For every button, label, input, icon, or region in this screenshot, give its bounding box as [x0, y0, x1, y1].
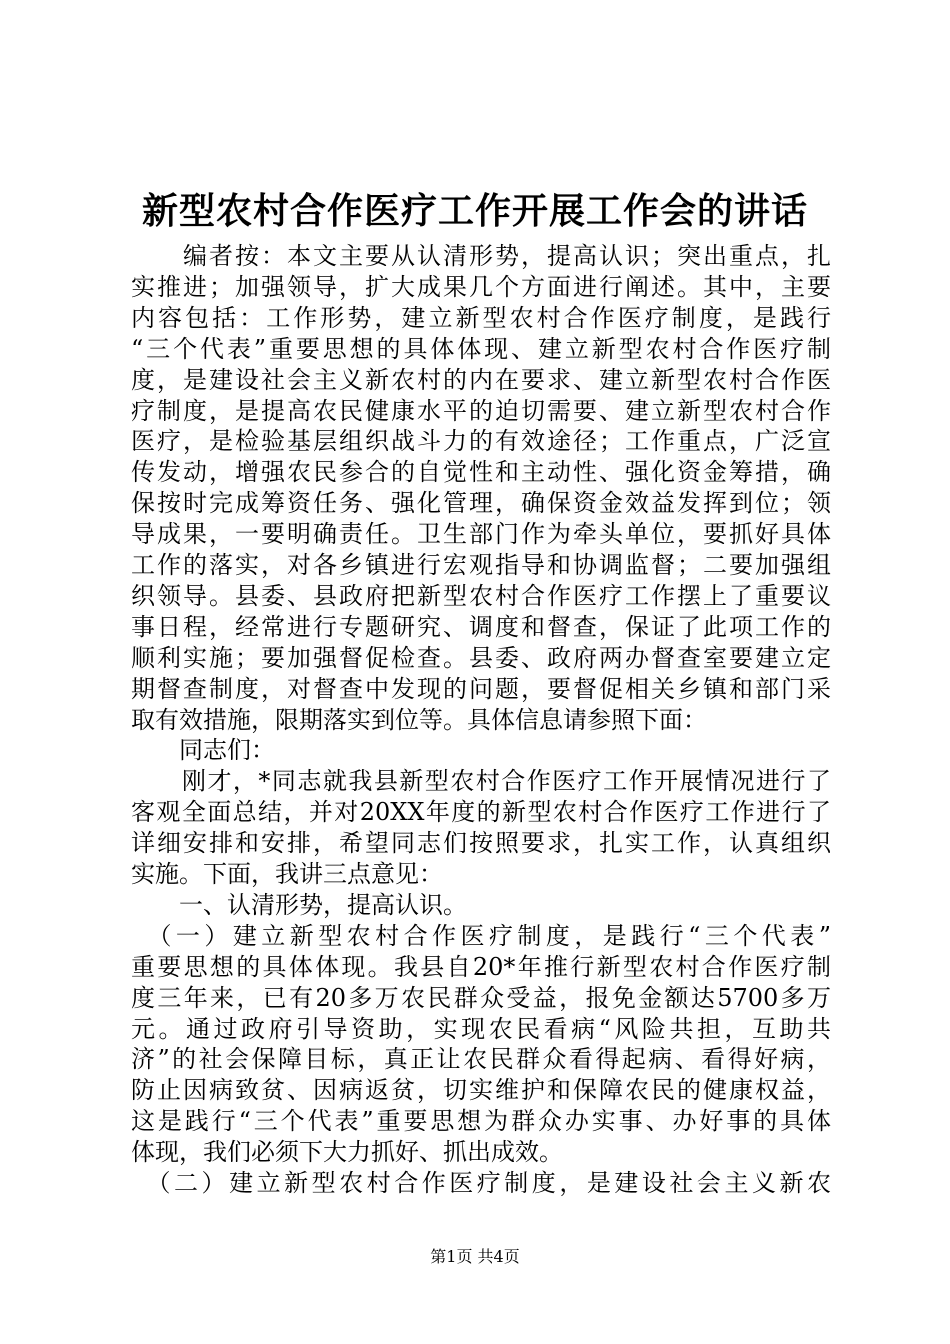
text-line: 编者按：本文主要从认清形势，提高认识；突出重点，扎: [131, 242, 831, 270]
text-line: 重要思想的具体体现。我县自20*年推行新型农村合作医疗制: [131, 952, 831, 981]
page-footer: 第1页 共4页: [430, 1247, 520, 1266]
text-line: 期督查制度，对督查中发现的问题，要督促相关乡镇和部门采: [131, 674, 831, 703]
text-line: 顺利实施；要加强督促检查。县委、政府两办督查室要建立定: [131, 643, 831, 672]
text-line: 客观全面总结，并对20XX年度的新型农村合作医疗工作进行了: [131, 798, 831, 827]
text-line: 同志们：: [131, 736, 275, 765]
text-line: 内容包括：工作形势，建立新型农村合作医疗制度，是践行: [131, 303, 831, 332]
text-line: 防止因病致贫、因病返贫，切实维护和保障农民的健康权益，: [131, 1076, 831, 1105]
text-line: 传发动，增强农民参合的自觉性和主动性、强化资金筹措，确: [131, 458, 831, 487]
text-line: “三个代表”重要思想的具体体现、建立新型农村合作医疗制: [131, 334, 831, 363]
text-line: 度，是建设社会主义新农村的内在要求、建立新型农村合作医: [131, 365, 831, 394]
text-line: 织领导。县委、县政府把新型农村合作医疗工作摆上了重要议: [131, 581, 831, 610]
text-line: （一）建立新型农村合作医疗制度，是践行“三个代表”: [131, 921, 831, 950]
text-line: 济”的社会保障目标，真正让农民群众看得起病、看得好病，: [131, 1045, 831, 1074]
text-line: 度三年来，已有20多万农民群众受益，报免金额达5700多万: [131, 983, 831, 1012]
text-line: 工作的落实，对各乡镇进行宏观指导和协调监督；二要加强组: [131, 551, 831, 579]
text-line: 一、认清形势，提高认识。: [131, 890, 467, 919]
text-line: 实推进；加强领导，扩大成果几个方面进行阐述。其中，主要: [131, 272, 831, 301]
text-line: 保按时完成筹资任务、强化管理，确保资金效益发挥到位；领: [131, 489, 831, 518]
text-line: 详细安排和安排，希望同志们按照要求，扎实工作，认真组织: [131, 829, 831, 858]
text-line: 医疗，是检验基层组织战斗力的有效途径；工作重点，广泛宣: [131, 427, 831, 456]
text-line: 元。通过政府引导资助，实现农民看病“风险共担，互助共: [131, 1014, 831, 1043]
text-line: 体现，我们必须下大力抓好、抓出成效。: [131, 1138, 563, 1167]
text-line: 这是践行“三个代表”重要思想为群众办实事、办好事的具体: [131, 1107, 831, 1136]
text-line: 实施。下面，我讲三点意见：: [131, 860, 443, 888]
text-line: 导成果，一要明确责任。卫生部门作为牵头单位，要抓好具体: [131, 520, 831, 549]
text-line: 事日程，经常进行专题研究、调度和督查，保证了此项工作的: [131, 612, 831, 641]
text-line: 刚才，*同志就我县新型农村合作医疗工作开展情况进行了: [131, 767, 831, 796]
text-line: 疗制度，是提高农民健康水平的迫切需要、建立新型农村合作: [131, 396, 831, 425]
text-line: 取有效措施，限期落实到位等。具体信息请参照下面：: [131, 705, 707, 734]
document-title: 新型农村合作医疗工作开展工作会的讲话: [141, 190, 808, 232]
text-line: （二）建立新型农村合作医疗制度，是建设社会主义新农: [131, 1169, 831, 1197]
